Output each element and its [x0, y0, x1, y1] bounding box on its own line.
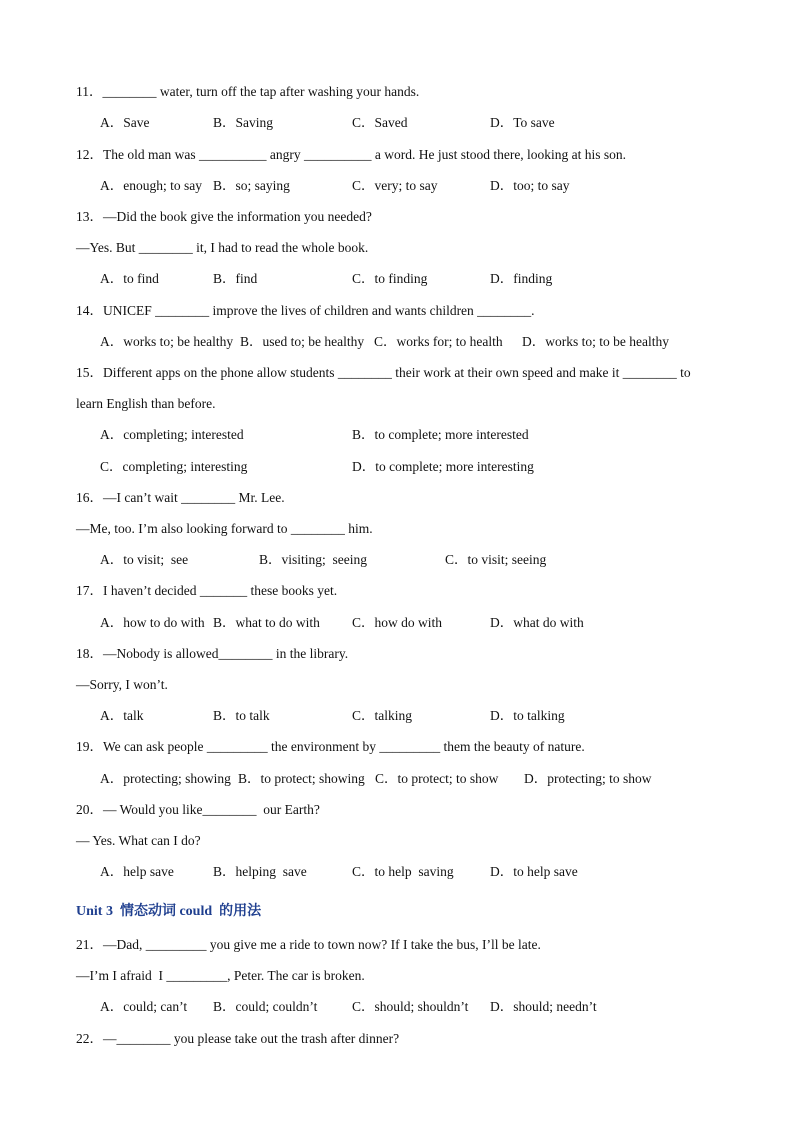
q20-option-d: D．to help save [490, 864, 578, 879]
q14-option-c: C．works for; to health [374, 334, 503, 349]
q17-option-b: B．what to do with [213, 615, 320, 630]
q20-option-b: B．helping save [213, 864, 307, 879]
question-13-stem: 13．—Did the book give the information you needed? [76, 209, 372, 224]
q15-option-a: A．completing; interested [100, 427, 244, 442]
q18-option-a: A．talk [100, 708, 144, 723]
q12-option-c: C．very; to say [352, 178, 438, 193]
question-17-stem: 17．I haven’t decided _______ these books yet. [76, 583, 338, 598]
question-18-stem: 18．—Nobody is allowed________ in the library. [76, 646, 349, 661]
q16-option-b: B．visiting; seeing [259, 552, 367, 567]
q16-option-a: A．to visit; see [100, 552, 189, 567]
q19-option-c: C．to protect; to show [375, 771, 499, 786]
q18-option-c: C．talking [352, 708, 412, 723]
q14-option-b: B．used to; be healthy [240, 334, 365, 349]
q11-option-c: C．Saved [352, 115, 408, 130]
q13-option-b: B．find [213, 271, 258, 286]
q21-option-d: D．should; needn’t [490, 999, 597, 1014]
question-18-reply: —Sorry, I won’t. [76, 677, 168, 692]
q17-option-c: C．how do with [352, 615, 443, 630]
q19-option-d: D．protecting; to show [524, 771, 652, 786]
q15-option-c: C．completing; interesting [100, 459, 248, 474]
question-15-stem-cont: learn English than before. [76, 396, 216, 411]
q14-option-a: A．works to; be healthy [100, 334, 234, 349]
q19-option-b: B．to protect; showing [238, 771, 365, 786]
question-19-stem: 19．We can ask people _________ the environment by _________ them the beauty of nature. [76, 739, 585, 754]
q21-option-b: B．could; couldn’t [213, 999, 318, 1014]
question-21-reply: —I’m I afraid I _________, Peter. The car is broken. [76, 968, 365, 983]
question-13-reply: —Yes. But ________ it, I had to read the whole book. [76, 240, 369, 255]
question-16-reply: —Me, too. I’m also looking forward to ________ him. [76, 521, 373, 536]
q20-option-c: C．to help saving [352, 864, 454, 879]
q18-option-b: B．to talk [213, 708, 270, 723]
q11-option-b: B．Saving [213, 115, 274, 130]
question-16-stem: 16．—I can’t wait ________ Mr. Lee. [76, 490, 285, 505]
q15-option-b: B．to complete; more interested [352, 427, 529, 442]
question-15-stem: 15．Different apps on the phone allow students ________ their work at their own speed and make it ________ to [76, 365, 691, 380]
question-20-reply: — Yes. What can I do? [76, 833, 201, 848]
q13-option-c: C．to finding [352, 271, 428, 286]
q16-option-c: C．to visit; seeing [445, 552, 547, 567]
q11-option-a: A．Save [100, 115, 150, 130]
q20-option-a: A．help save [100, 864, 174, 879]
q12-option-b: B．so; saying [213, 178, 290, 193]
q17-option-a: A．how to do with [100, 615, 205, 630]
q21-option-c: C．should; shouldn’t [352, 999, 469, 1014]
question-14-stem: 14．UNICEF ________ improve the lives of children and wants children ________. [76, 303, 535, 318]
section-heading: Unit 3 情态动词 could 的用法 [76, 904, 262, 919]
q12-option-d: D．too; to say [490, 178, 570, 193]
q15-option-d: D．to complete; more interesting [352, 459, 534, 474]
question-20-stem: 20．— Would you like________ our Earth? [76, 802, 320, 817]
q17-option-d: D．what do with [490, 615, 584, 630]
q21-option-a: A．could; can’t [100, 999, 188, 1014]
question-12-stem: 12．The old man was __________ angry __________ a word. He just stood there, looking at his son. [76, 147, 627, 162]
q18-option-d: D．to talking [490, 708, 565, 723]
q19-option-a: A．protecting; showing [100, 771, 231, 786]
question-22-stem: 22．—________ you please take out the trash after dinner? [76, 1031, 400, 1046]
q13-option-a: A．to find [100, 271, 159, 286]
question-11-stem: 11．________ water, turn off the tap after washing your hands. [76, 84, 420, 99]
q11-option-d: D．To save [490, 115, 555, 130]
question-21-stem: 21．—Dad, _________ you give me a ride to town now? If I take the bus, I’ll be late. [76, 937, 541, 952]
q12-option-a: A．enough; to say [100, 178, 202, 193]
q13-option-d: D．finding [490, 271, 553, 286]
q14-option-d: D．works to; to be healthy [522, 334, 669, 349]
